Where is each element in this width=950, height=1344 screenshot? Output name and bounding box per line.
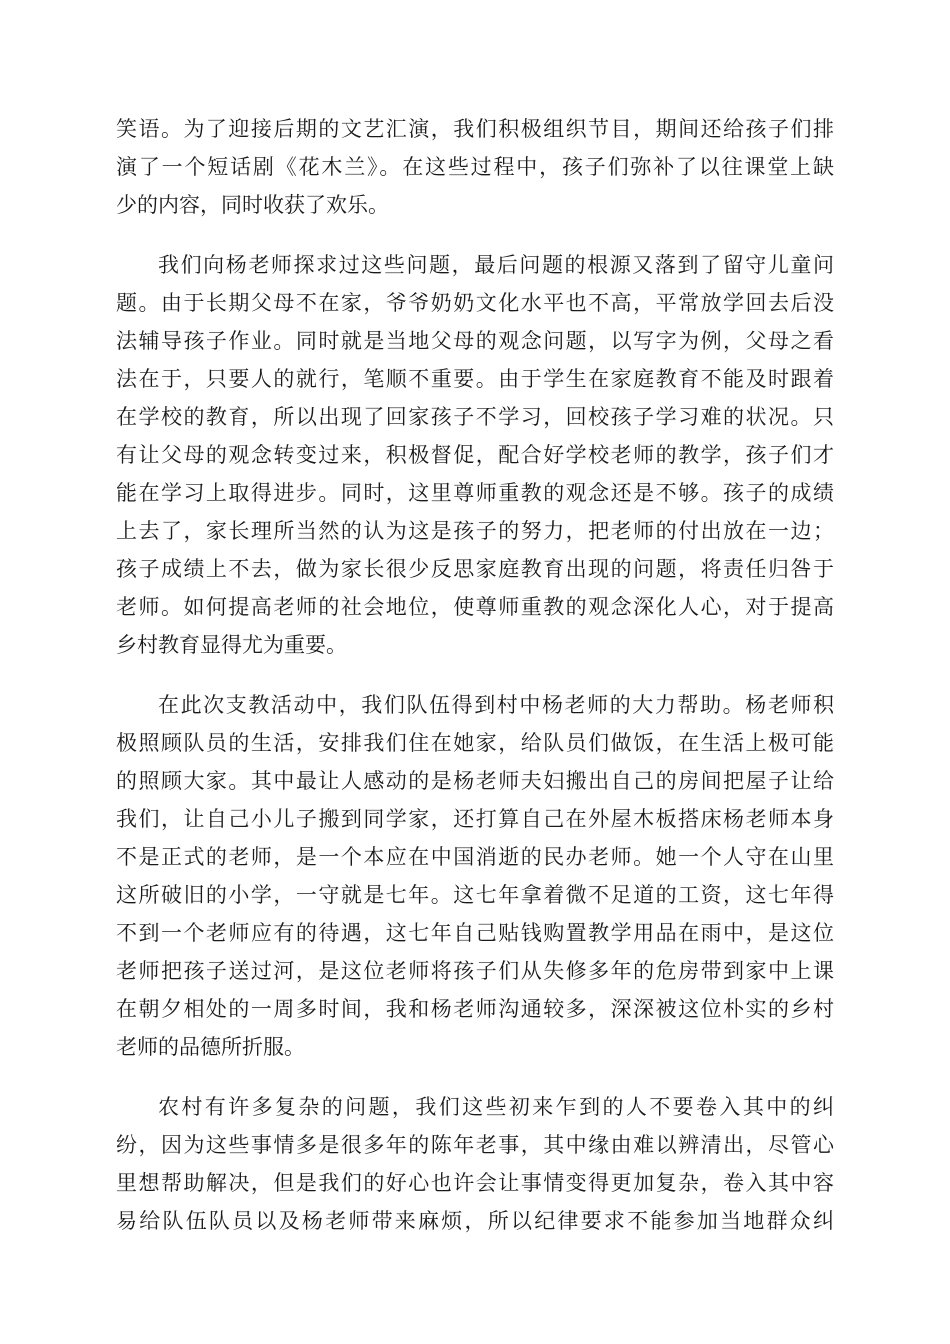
- paragraph-4: [116, 1088, 834, 1240]
- text-line: 孩子成绩上不去，做为家长很少反思家庭教育出现的问题，将责任归咎于: [116, 557, 834, 581]
- text-line: 题。由于长期父母不在家，爷爷奶奶文化水平也不高，平常放学回去后没: [116, 291, 834, 315]
- text-line: 极照顾队员的生活，安排我们住在她家，给队员们做饭，在生活上极可能: [116, 731, 834, 755]
- text-line: 在学校的教育，所以出现了回家孩子不学习，回校孩子学习难的状况。只: [116, 405, 834, 429]
- text-line: 我们，让自己小儿子搬到同学家，还打算自己在外屋木板搭床杨老师本身: [116, 807, 834, 831]
- text-line: 老师的品德所折服。: [116, 1035, 305, 1059]
- text-line: 里想帮助解决，但是我们的好心也许会让事情变得更加复杂，卷入其中容: [116, 1171, 834, 1195]
- text-line: 的照顾大家。其中最让人感动的是杨老师夫妇搬出自己的房间把屋子让给: [116, 769, 834, 793]
- text-line: 能在学习上取得进步。同时，这里尊师重教的观念还是不够。孩子的成绩: [116, 481, 834, 505]
- text-line: 有让父母的观念转变过来，积极督促，配合好学校老师的教学，孩子们才: [116, 443, 834, 467]
- paragraph-3: [116, 686, 834, 1066]
- text-line: 法在于，只要人的就行，笔顺不重要。由于学生在家庭教育不能及时跟着: [116, 367, 834, 391]
- text-line: 笑语。为了迎接后期的文艺汇演，我们积极组织节目，期间还给孩子们排: [116, 117, 834, 141]
- text-line: 在朝夕相处的一周多时间，我和杨老师沟通较多，深深被这位朴实的乡村: [116, 997, 834, 1021]
- paragraph-2: [116, 246, 834, 664]
- text-line: 在此次支教活动中，我们队伍得到村中杨老师的大力帮助。杨老师积: [158, 693, 834, 717]
- paragraph-1: [116, 110, 834, 224]
- text-line: 演了一个短话剧《花木兰》。在这些过程中，孩子们弥补了以往课堂上缺: [116, 155, 834, 179]
- text-line: 这所破旧的小学，一守就是七年。这七年拿着微不足道的工资，这七年得: [116, 883, 834, 907]
- text-line: 农村有许多复杂的问题，我们这些初来乍到的人不要卷入其中的纠: [158, 1095, 834, 1119]
- text-line: 法辅导孩子作业。同时就是当地父母的观念问题，以写字为例，父母之看: [116, 329, 834, 353]
- text-line: 上去了，家长理所当然的认为这是孩子的努力，把老师的付出放在一边；: [116, 519, 834, 543]
- text-line: 少的内容，同时收获了欢乐。: [116, 193, 389, 217]
- text-line: 纷，因为这些事情多是很多年的陈年老事，其中缘由难以辨清出，尽管心: [116, 1133, 834, 1157]
- text-line: 不是正式的老师，是一个本应在中国消逝的民办老师。她一个人守在山里: [116, 845, 834, 869]
- text-line: 老师。如何提高老师的社会地位，使尊师重教的观念深化人心，对于提高: [116, 595, 834, 619]
- text-line: 老师把孩子送过河，是这位老师将孩子们从失修多年的危房带到家中上课: [116, 959, 834, 983]
- text-line: 易给队伍队员以及杨老师带来麻烦，所以纪律要求不能参加当地群众纠: [116, 1209, 834, 1233]
- text-line: 不到一个老师应有的待遇，这七年自己贴钱购置教学用品在雨中，是这位: [116, 921, 834, 945]
- text-line: 我们向杨老师探求过这些问题，最后问题的根源又落到了留守儿童问: [158, 253, 834, 277]
- text-line: 乡村教育显得尤为重要。: [116, 633, 347, 657]
- document-page: [116, 110, 834, 1262]
